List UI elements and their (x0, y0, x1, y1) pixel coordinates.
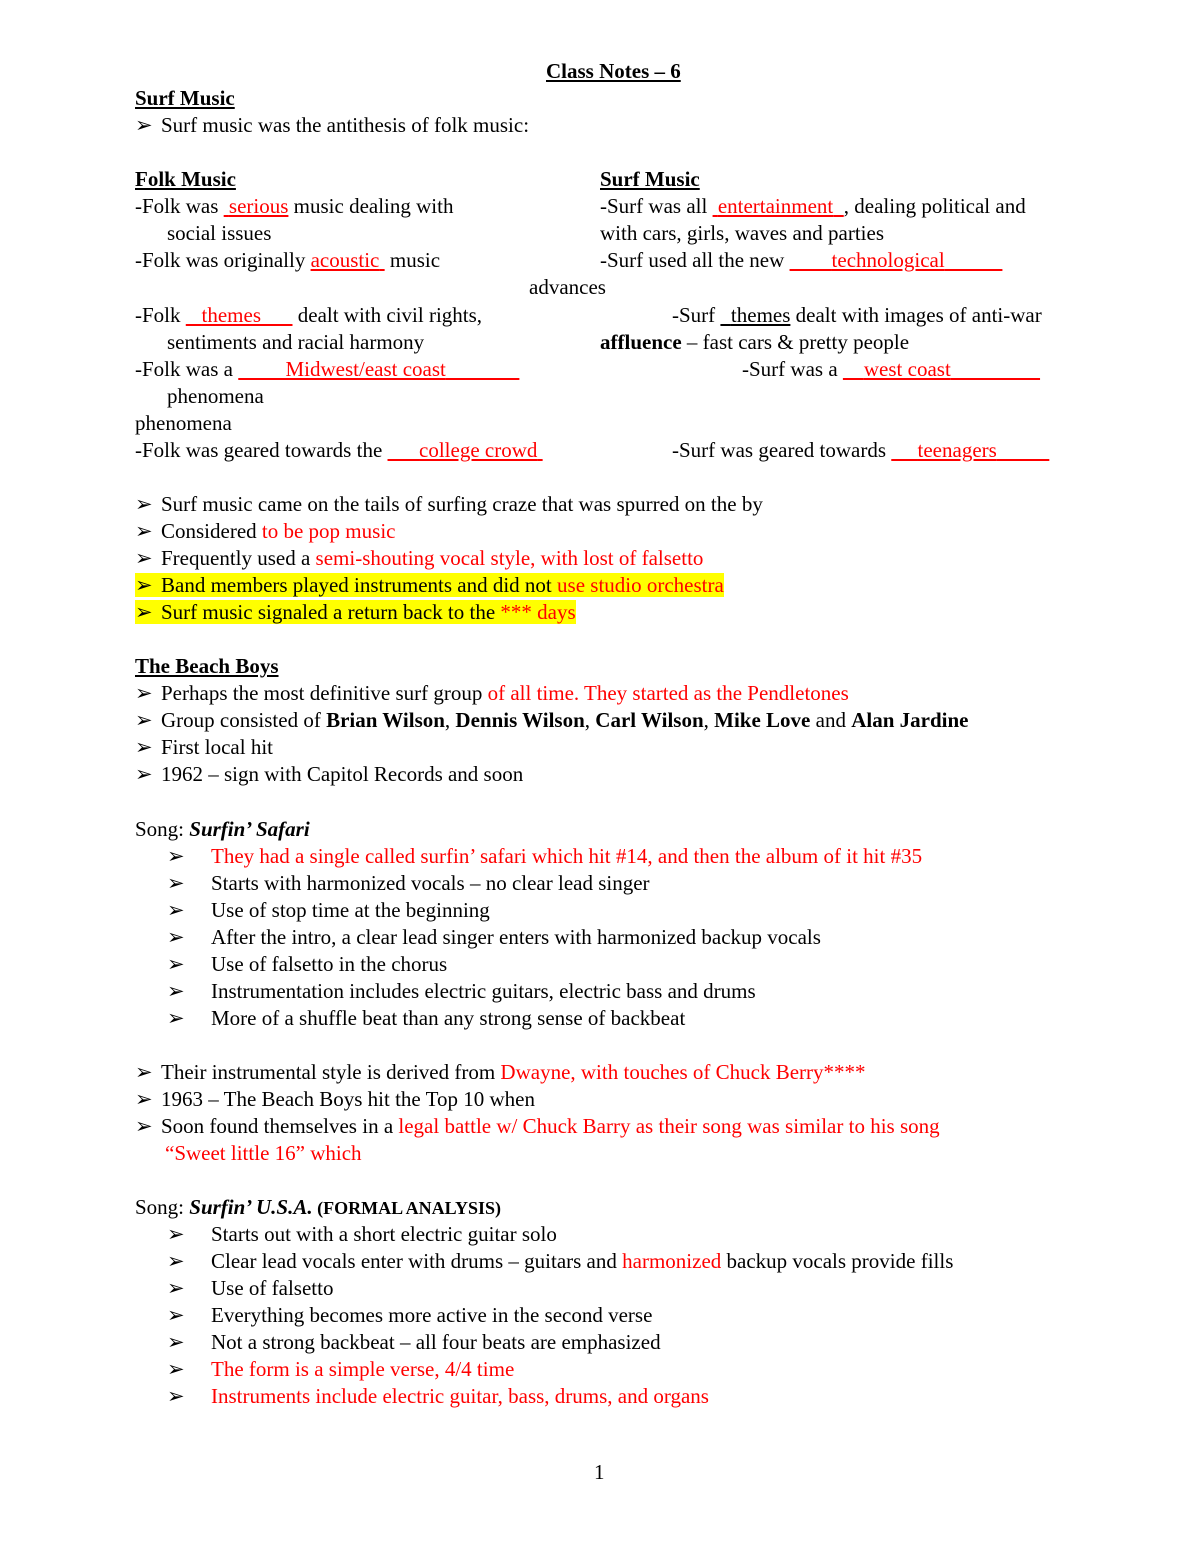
arrow-bullet-icon: ➢ (167, 898, 185, 922)
arrow-bullet-icon: ➢ (135, 519, 153, 543)
surf-line-3: -Surf themes dealt with images of anti-war (672, 303, 1042, 327)
surf-line-4: -Surf was a west coast (742, 356, 1040, 382)
arrow-bullet-icon: ➢ (135, 735, 153, 759)
list-item-highlighted: ➢ Surf music signaled a return back to the *** days (135, 600, 576, 624)
arrow-bullet-icon: ➢ (167, 1303, 185, 1327)
list-item: ➢ First local hit (135, 735, 273, 759)
answer-blank: serious (228, 194, 289, 218)
page-title: Class Notes – 6 (546, 59, 681, 83)
list-item: ➢ Starts with harmonized vocals – no clear lead singer (167, 871, 650, 895)
surf-line-1-cont: with cars, girls, waves and parties (600, 221, 885, 245)
folk-line-4: -Folk was a Midwest/east coast (135, 356, 519, 382)
section-heading-surf-music: Surf Music (135, 86, 235, 110)
list-item: ➢ 1963 – The Beach Boys hit the Top 10 when (135, 1087, 535, 1111)
arrow-bullet-icon: ➢ (135, 492, 153, 516)
list-item: ➢ Use of falsetto in the chorus (167, 952, 448, 976)
arrow-bullet-icon: ➢ (135, 1114, 153, 1138)
list-item: ➢ Surf music came on the tails of surfing craze that was spurred on the by (135, 492, 763, 516)
arrow-bullet-icon: ➢ (135, 113, 153, 137)
arrow-bullet-icon: ➢ (167, 1384, 185, 1408)
arrow-bullet-icon: ➢ (167, 1357, 185, 1381)
folk-line-4-cont: phenomena (167, 384, 264, 408)
arrow-bullet-icon: ➢ (167, 952, 185, 976)
surf-line-2-cont: advances (529, 275, 606, 299)
list-item: ➢ Instruments include electric guitar, bass, drums, and organs (167, 1384, 709, 1408)
arrow-bullet-icon: ➢ (167, 1249, 185, 1273)
list-item: ➢ Instrumentation includes electric guitars, electric bass and drums (167, 979, 756, 1003)
list-item: ➢ Clear lead vocals enter with drums – guitars and harmonized backup vocals provide fills (167, 1249, 954, 1273)
arrow-bullet-icon: ➢ (135, 546, 153, 570)
arrow-bullet-icon: ➢ (135, 681, 153, 705)
folk-music-heading: Folk Music (135, 167, 236, 191)
list-item: ➢ Frequently used a semi-shouting vocal style, with lost of falsetto (135, 546, 704, 570)
folk-line-3-cont: sentiments and racial harmony (167, 330, 425, 354)
list-item-highlighted: ➢ Band members played instruments and did not use studio orchestra (135, 573, 724, 597)
list-item: ➢ Everything becomes more active in the second verse (167, 1303, 653, 1327)
arrow-bullet-icon: ➢ (167, 925, 185, 949)
list-item: ➢ More of a shuffle beat than any strong sense of backbeat (167, 1006, 686, 1030)
answer-blank: entertainment (717, 194, 834, 218)
arrow-bullet-icon: ➢ (135, 573, 153, 597)
arrow-bullet-icon: ➢ (135, 600, 153, 624)
arrow-bullet-icon: ➢ (167, 1222, 185, 1246)
surf-line-1: -Surf was all entertainment , dealing political and (600, 194, 1026, 218)
arrow-bullet-icon: ➢ (135, 762, 153, 786)
list-item: ➢ Soon found themselves in a legal battle w/ Chuck Barry as their song was similar to his song (135, 1114, 940, 1138)
folk-line-1-cont: social issues (167, 221, 272, 245)
surf-line-5: -Surf was geared towards teenagers (672, 437, 1049, 463)
answer-blank: teenagers (917, 438, 997, 462)
arrow-bullet-icon: ➢ (167, 1330, 185, 1354)
list-item-cont: “Sweet little 16” which (165, 1141, 362, 1165)
folk-line-3: -Folk themes dealt with civil rights, (135, 303, 483, 327)
answer-blank: technological (831, 248, 945, 272)
list-item: ➢ They had a single called surfin’ safari which hit #14, and then the album of it hit #35 (167, 844, 923, 868)
surf-line-4-cont: phenomena (135, 411, 232, 435)
list-item: ➢ Considered to be pop music (135, 519, 396, 543)
arrow-bullet-icon: ➢ (167, 1006, 185, 1030)
list-item: ➢ Perhaps the most definitive surf group of all time. They started as the Pendletones (135, 681, 849, 705)
song-title-surfin-usa: Song: Surfin’ U.S.A. (FORMAL ANALYSIS) (135, 1195, 501, 1219)
arrow-bullet-icon: ➢ (135, 708, 153, 732)
arrow-bullet-icon: ➢ (135, 1060, 153, 1084)
answer-blank: themes (730, 303, 791, 327)
list-item: ➢ Surf music was the antithesis of folk music: (135, 113, 530, 137)
answer-blank: themes (201, 303, 261, 327)
list-item: ➢ The form is a simple verse, 4/4 time (167, 1357, 515, 1381)
list-item: ➢ Their instrumental style is derived from Dwayne, with touches of Chuck Berry**** (135, 1060, 866, 1084)
page-number: 1 (594, 1460, 605, 1484)
arrow-bullet-icon: ➢ (135, 1087, 153, 1111)
surf-line-2: -Surf used all the new technological (600, 247, 1002, 273)
arrow-bullet-icon: ➢ (167, 1276, 185, 1300)
list-item: ➢ After the intro, a clear lead singer enters with harmonized backup vocals (167, 925, 821, 949)
answer-blank: college crowd (419, 438, 538, 462)
folk-line-5: -Folk was geared towards the college crowd (135, 437, 543, 463)
surf-line-3-cont: affluence – fast cars & pretty people (600, 330, 910, 354)
answer-blank: west coast (863, 357, 951, 381)
arrow-bullet-icon: ➢ (167, 871, 185, 895)
list-item: ➢ Group consisted of Brian Wilson, Dennis Wilson, Carl Wilson, Mike Love and Alan Jardine (135, 708, 969, 732)
list-item: ➢ 1962 – sign with Capitol Records and soon (135, 762, 524, 786)
arrow-bullet-icon: ➢ (167, 979, 185, 1003)
folk-line-1: -Folk was serious music dealing with (135, 194, 454, 218)
arrow-bullet-icon: ➢ (167, 844, 185, 868)
folk-line-2: -Folk was originally acoustic music (135, 248, 441, 272)
list-item: ➢ Use of falsetto (167, 1276, 334, 1300)
song-title-surfin-safari: Song: Surfin’ Safari (135, 817, 310, 841)
list-item: ➢ Not a strong backbeat – all four beats are emphasized (167, 1330, 661, 1354)
list-item: ➢ Starts out with a short electric guitar solo (167, 1222, 557, 1246)
list-item: ➢ Use of stop time at the beginning (167, 898, 490, 922)
surf-music-heading: Surf Music (600, 167, 700, 191)
answer-blank: Midwest/east coast (285, 357, 446, 381)
answer-blank: acoustic (310, 248, 380, 272)
section-heading-beach-boys: The Beach Boys (135, 654, 279, 678)
